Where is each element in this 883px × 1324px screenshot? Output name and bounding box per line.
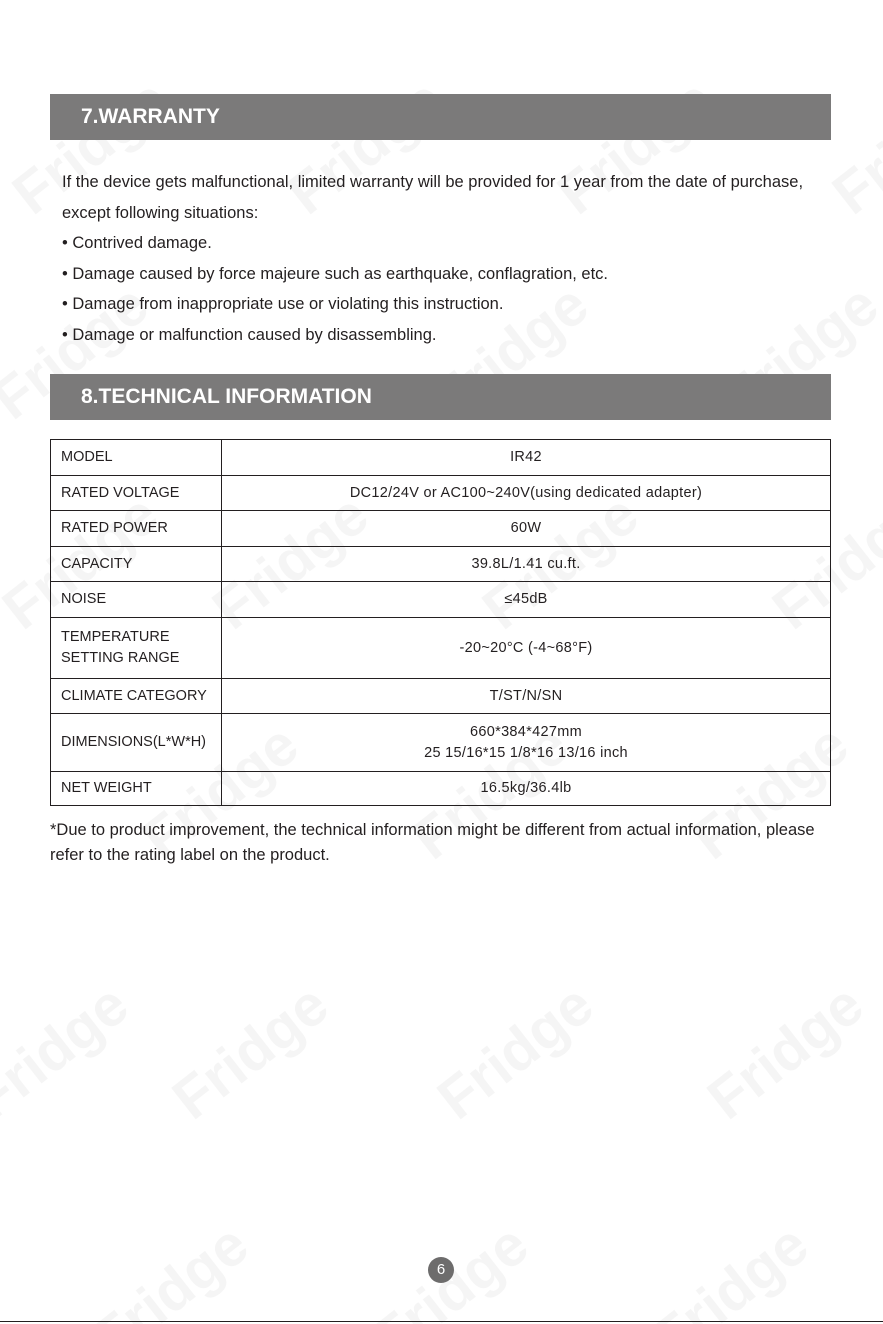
spec-label: CAPACITY (51, 547, 222, 582)
spec-value: T/ST/N/SN (222, 679, 831, 714)
watermark (640, 1211, 821, 1324)
technical-heading: 8.TECHNICAL INFORMATION (50, 374, 831, 420)
list-item: • Damage caused by force majeure such as earthquake, conflagration, etc. (62, 259, 830, 290)
table-row (51, 547, 831, 582)
spec-value: IR42 (222, 440, 831, 476)
technical-note: *Due to product improvement, the technical information might be different from actual information, please refer to the rating label on the product. (50, 821, 815, 864)
list-item: • Damage or malfunction caused by disassembling. (62, 320, 830, 351)
spec-label: NOISE (51, 582, 222, 618)
spec-value: 39.8L/1.41 cu.ft. (222, 547, 831, 582)
bottom-rule (0, 1321, 883, 1322)
list-item: • Damage from inappropriate use or violating this instruction. (62, 289, 830, 320)
spec-value: DC12/24V or AC100~240V(using dedicated adapter) (222, 476, 831, 511)
table-row (51, 714, 831, 772)
warranty-exclusions-list (62, 228, 830, 350)
table-row (51, 772, 831, 806)
table-row (51, 440, 831, 476)
spec-label: MODEL (51, 440, 222, 476)
table-row (51, 679, 831, 714)
warranty-heading: 7.WARRANTY (50, 94, 831, 140)
warranty-intro: If the device gets malfunctional, limited warranty will be provided for 1 year from the date of purchase, except following situations: (62, 173, 804, 222)
spec-label: CLIMATE CATEGORY (51, 679, 222, 714)
spec-label: RATED POWER (51, 511, 222, 547)
watermark (425, 971, 606, 1133)
spec-value: 60W (222, 511, 831, 547)
list-item: • Contrived damage. (62, 228, 830, 259)
spec-value: -20~20°C (-4~68°F) (222, 618, 831, 679)
spec-value: ≤45dB (222, 582, 831, 618)
watermark (0, 971, 141, 1133)
table-row (51, 618, 831, 679)
spec-label: NET WEIGHT (51, 772, 222, 806)
spec-table (50, 439, 831, 806)
watermark (80, 1211, 261, 1324)
table-row (51, 582, 831, 618)
page-number-badge: 6 (428, 1257, 454, 1283)
spec-label: TEMPERATURE SETTING RANGE (51, 618, 222, 679)
warranty-body (62, 167, 830, 350)
watermark (160, 971, 341, 1133)
table-row (51, 476, 831, 511)
spec-value: 660*384*427mm 25 15/16*15 1/8*16 13/16 inch (222, 714, 831, 772)
watermark (695, 971, 876, 1133)
table-row (51, 511, 831, 547)
spec-label: DIMENSIONS(L*W*H) (51, 714, 222, 772)
spec-label: RATED VOLTAGE (51, 476, 222, 511)
spec-value: 16.5kg/36.4lb (222, 772, 831, 806)
